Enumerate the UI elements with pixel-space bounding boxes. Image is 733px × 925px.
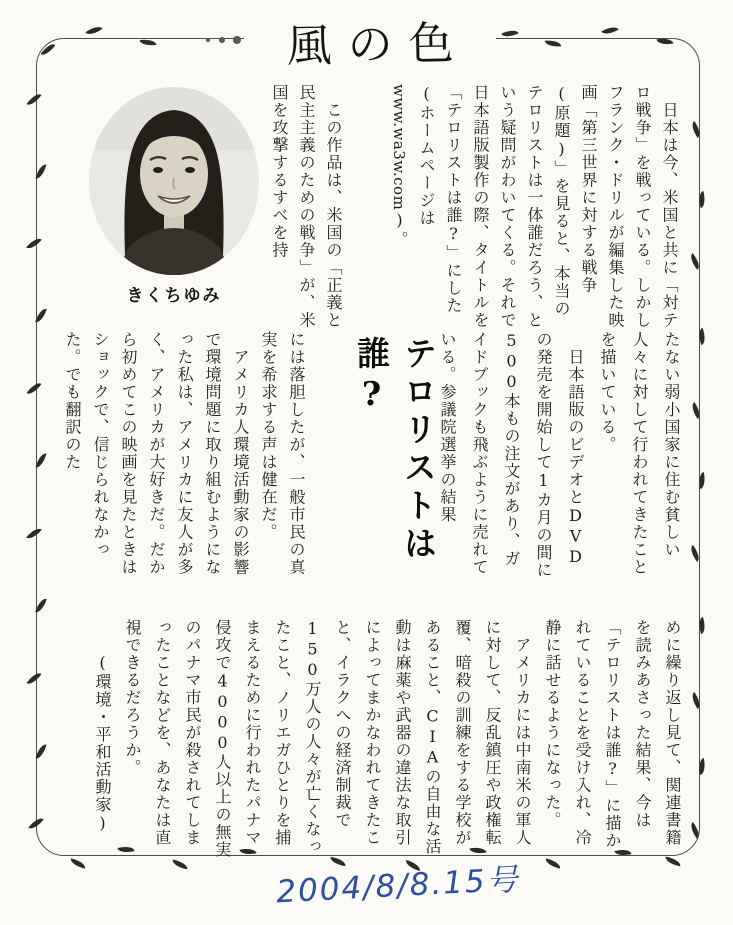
paragraph-2-continued: たない弱小国家に住む貧しい人々に対して行われてきたことを描いている。	[598, 331, 681, 576]
paragraph-3: 日本語版のビデオとDVDの発売を開始して1カ月の間に500本もの注文があり、ガイドブックも飛ぶように売れている。参議院選挙の結果	[438, 331, 585, 579]
portrait-illustration	[88, 86, 260, 276]
column-title: 風の色	[286, 16, 471, 73]
paragraph-4-continued: めに繰り返し見て、関連書籍を読みあさった結果、今は「テロリストは誰?」に描かれていることを受け入れ、冷静に話せるようになった。	[543, 619, 682, 850]
paragraph-3-continued: には落胆したが、一般市民の真実を希求する声は健在だ。	[259, 331, 306, 576]
portrait-photo	[88, 86, 260, 276]
website-url: www.wa3w.com	[390, 84, 408, 211]
article-block-bottom	[87, 619, 687, 861]
handwritten-date: 2004/8/8.15号	[275, 861, 521, 911]
article-block-second-paragraph	[266, 84, 347, 331]
article-headline: テロリストは誰?	[352, 336, 438, 564]
leaf-ornament-icon	[69, 858, 86, 868]
article-block-opening	[385, 84, 683, 331]
paragraph-4: アメリカ人環境活動家の影響で環境問題に取り組むようになった私は、アメリカに友人が多く、アメリカが大好きだ。だから初めてこの映画を見たときはショックで、信じられなかった。でも翻訳のた	[63, 331, 250, 576]
paragraph-1-close: )。	[390, 210, 409, 249]
article-block-middle-right	[431, 331, 687, 583]
paragraph-1-text: 日本は今、米国と共に「対テロ戦争」を戦っている。しかしフランク・ドリルが編集した映画「第三世界に対する戦争(原題)」を見ると、本当のテロリストは一体誰だろう、という疑問がわいてくる。それで日本語版製作の際、タイトルを「テロリストは誰?」にした(ホームページは	[417, 84, 679, 329]
border-dot-icon	[219, 37, 225, 43]
border-dot-icon	[206, 38, 210, 42]
paragraph-1	[385, 84, 683, 331]
paragraph-5-text: アメリカには中南米の軍人に対して、反乱鎮圧や政権転覆、暗殺の訓練をする学校があること、CIAの自由な活動は麻薬や武器の違法な取引によってまかなわれてきたこと、イラクへの経済制裁で150万人の人々が亡くなったこと、ノリエガひとりを捕まえるために行われたパナマ侵攻で4000人以上の無実のパナマ市民が殺されてしまったことなどを、あなたは直視できるだろうか。	[123, 619, 532, 859]
paragraph-5	[87, 619, 537, 861]
photo-caption: きくちゆみ	[126, 286, 222, 306]
leaf-ornament-icon	[601, 23, 618, 37]
leaf-ornament-icon	[172, 860, 189, 870]
paragraph-2: この作品は、米国の「正義と民主主義のための戦争」が、米国を攻撃するすべを持	[270, 84, 343, 329]
author-attribution: (環境・平和活動家)	[93, 653, 112, 834]
border-dot-icon	[233, 36, 241, 44]
leaf-ornament-icon	[85, 23, 102, 38]
article-block-middle-left	[58, 331, 310, 583]
